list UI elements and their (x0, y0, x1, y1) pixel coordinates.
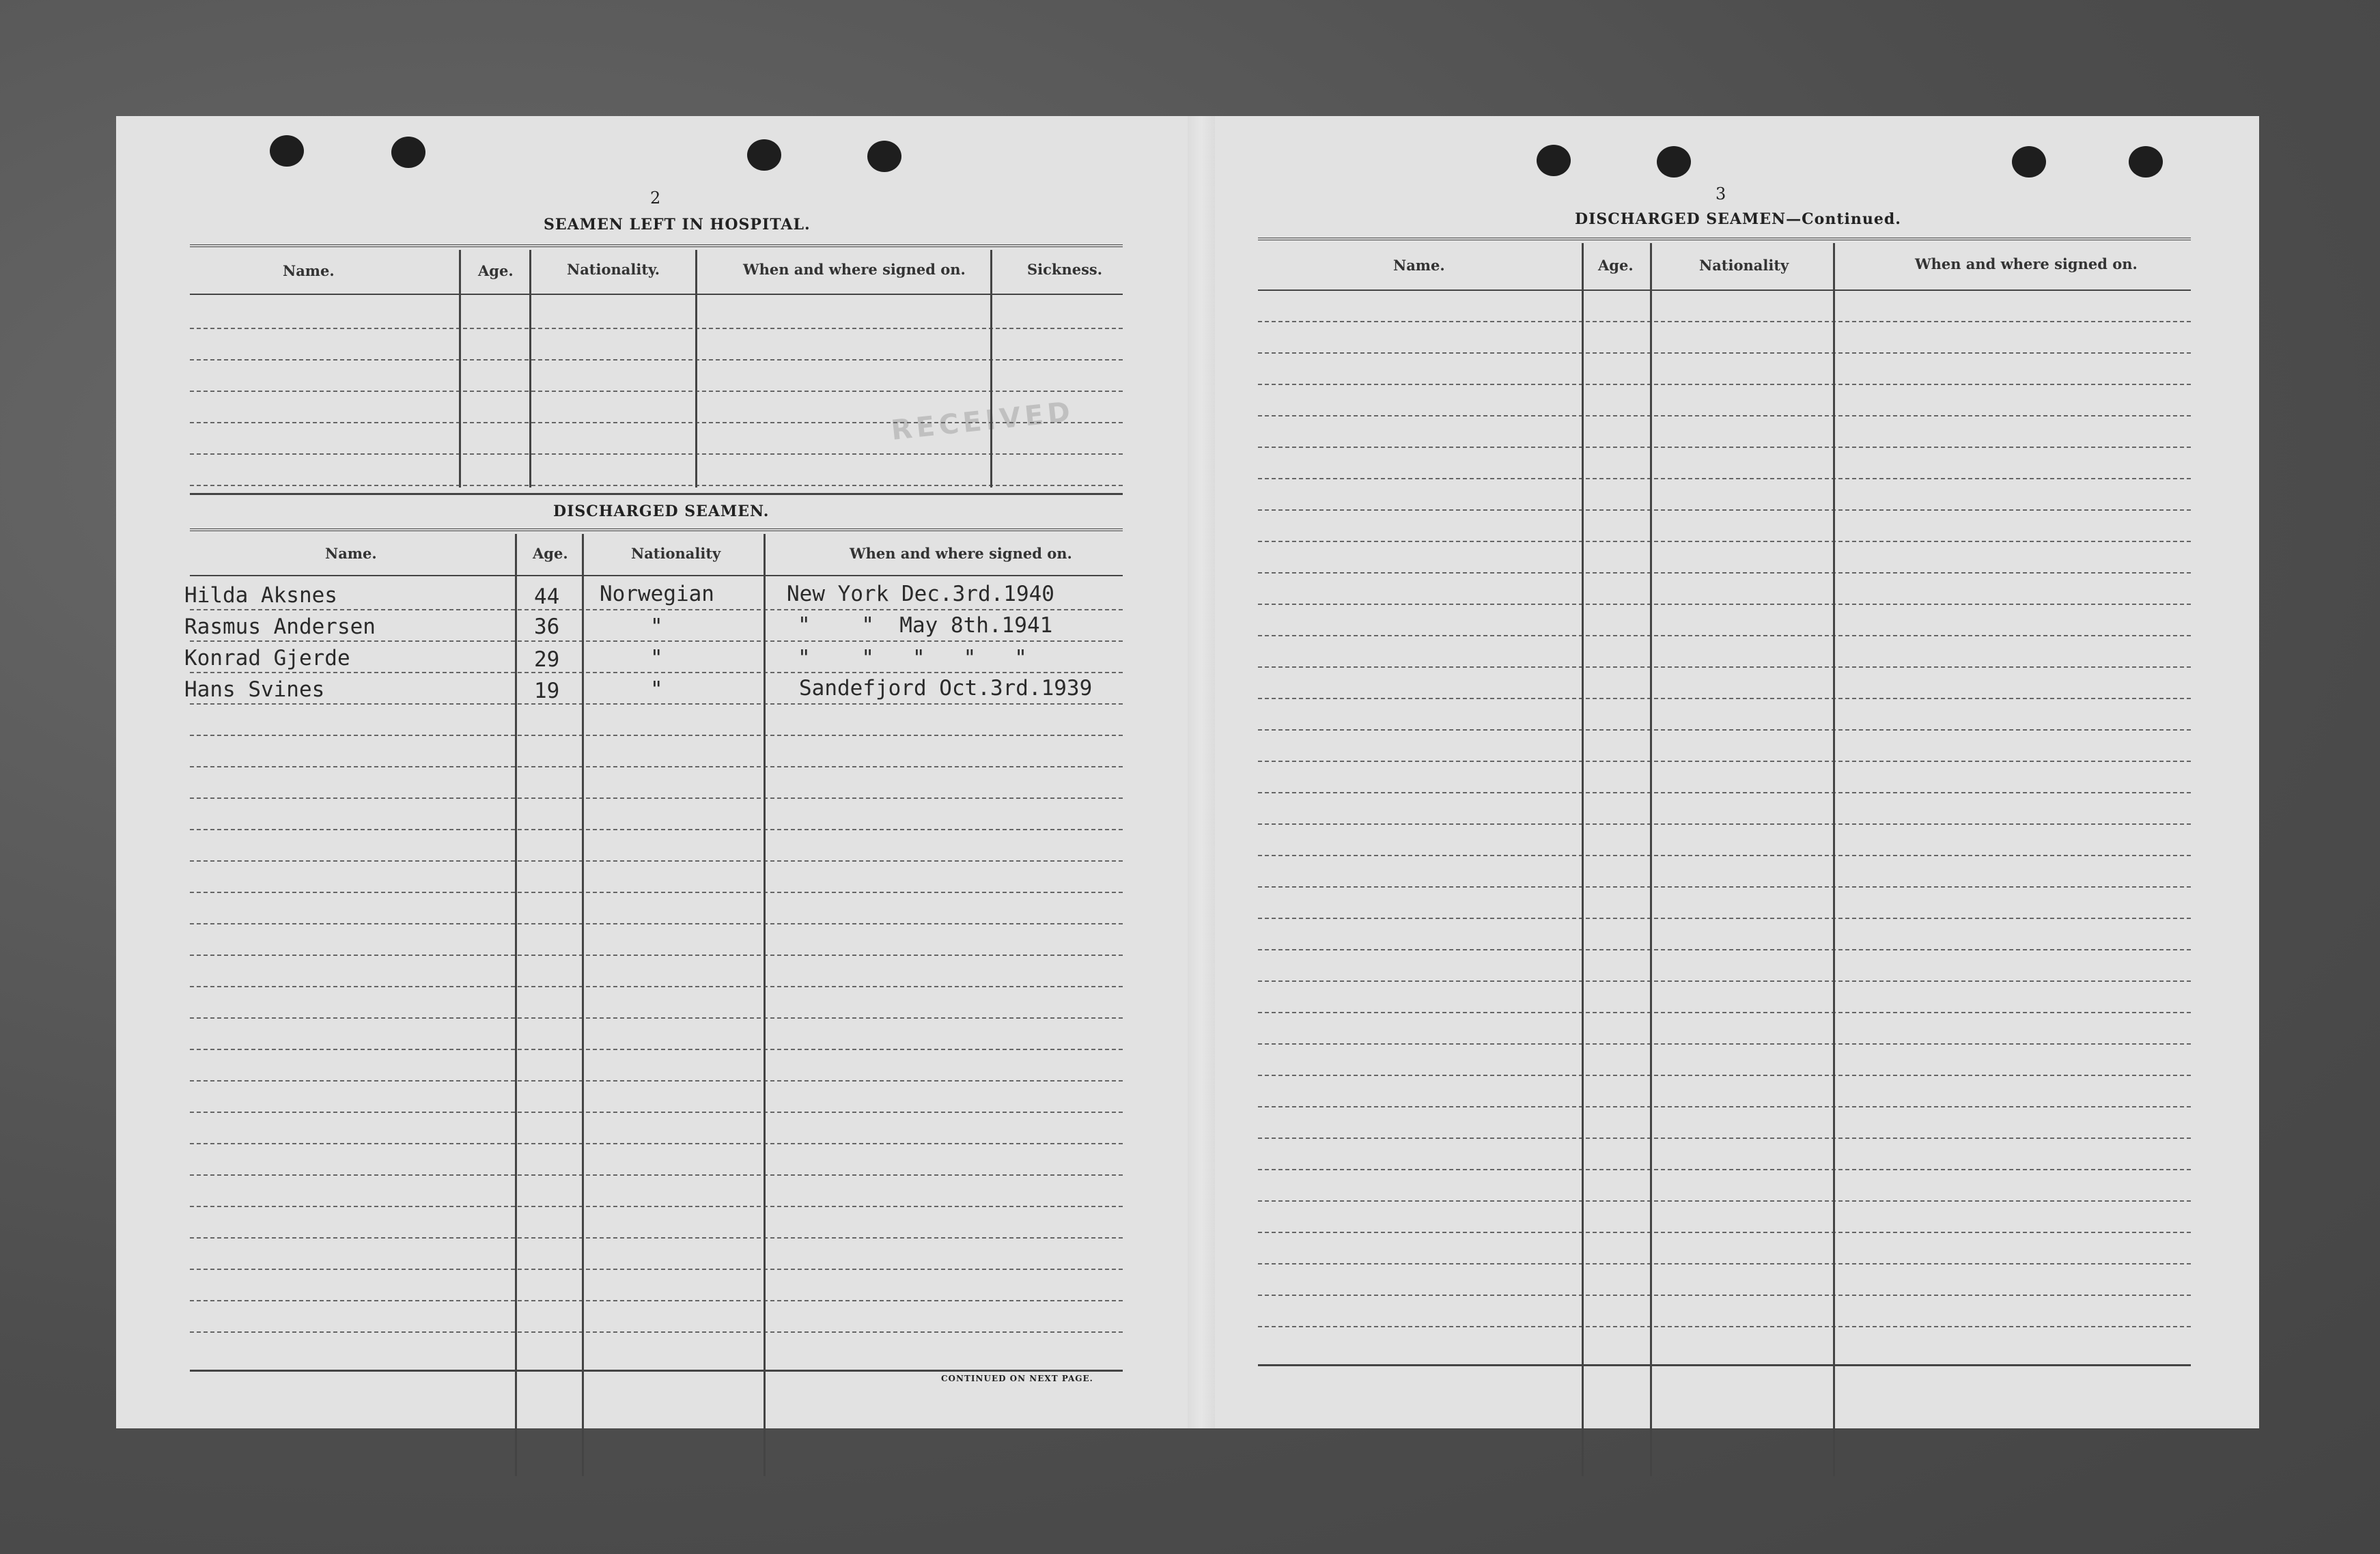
entry-line (1258, 886, 2191, 888)
entry-line (1258, 918, 2191, 919)
entry-line (1258, 949, 2191, 950)
column-divider (1650, 243, 1652, 1476)
entry-line (190, 1080, 1123, 1082)
entry-line (1258, 1012, 2191, 1013)
entry-line (1258, 1075, 2191, 1076)
page-gutter (1188, 116, 1215, 1428)
entry-line (1258, 604, 2191, 605)
entry-line (190, 1143, 1123, 1144)
entry-line (1258, 1106, 2191, 1107)
entry-line (190, 829, 1123, 830)
entry-line (190, 672, 1123, 673)
entry-line (190, 640, 1123, 642)
punch-hole (1537, 145, 1571, 176)
seaman-nationality: Norwegian (600, 582, 714, 606)
entry-line (1258, 509, 2191, 511)
entry-line (1258, 1232, 2191, 1233)
punch-hole (2012, 146, 2046, 178)
punch-hole (391, 137, 425, 168)
entry-line (1258, 1295, 2191, 1296)
entry-line (190, 328, 1123, 329)
rule (190, 493, 1123, 495)
entry-line (190, 1331, 1123, 1333)
col-header-nationality: Nationality (1699, 257, 1789, 274)
col-header-signed-on: When and where signed on. (743, 261, 966, 278)
punch-hole (1657, 146, 1691, 178)
entry-line (190, 735, 1123, 736)
rule (1258, 289, 2191, 291)
col-header-age: Age. (533, 545, 568, 562)
col-header-name: Name. (1393, 257, 1445, 274)
column-divider (582, 534, 584, 1476)
entry-line (1258, 823, 2191, 825)
entry-line (190, 359, 1123, 361)
entry-line (1258, 384, 2191, 385)
rule (190, 575, 1123, 576)
entry-line (1258, 1043, 2191, 1045)
entry-line (1258, 698, 2191, 699)
rule (190, 294, 1123, 295)
column-divider (529, 250, 531, 488)
column-divider (459, 250, 461, 488)
column-divider (515, 534, 517, 1476)
punch-hole (2129, 146, 2163, 178)
seaman-signed-on: New York Dec.3rd.1940 (787, 582, 1054, 606)
seaman-age: 19 (534, 679, 560, 703)
entry-line (190, 391, 1123, 392)
col-header-name: Name. (283, 262, 335, 279)
entry-line (1258, 541, 2191, 542)
entry-line (190, 986, 1123, 987)
seaman-name: Hans Svines (184, 677, 325, 702)
entry-line (1258, 478, 2191, 479)
received-stamp: RECEIVED (889, 396, 1076, 447)
entry-line (190, 1237, 1123, 1239)
entry-line (190, 1206, 1123, 1207)
entry-line (1258, 635, 2191, 636)
entry-line (190, 1300, 1123, 1301)
punch-hole (867, 141, 901, 172)
entry-line (190, 892, 1123, 893)
document-sheet (116, 116, 2259, 1428)
col-header-sickness: Sickness. (1027, 261, 1103, 278)
entry-line (1258, 352, 2191, 354)
entry-line (1258, 1200, 2191, 1202)
page-number: 2 (650, 188, 661, 208)
rule (1258, 1364, 2191, 1366)
entry-line (1258, 855, 2191, 856)
seaman-signed-on: " " May 8th.1941 (798, 613, 1053, 638)
seaman-name: Rasmus Andersen (184, 614, 376, 639)
entry-line (1258, 415, 2191, 416)
entry-line (190, 1017, 1123, 1019)
entry-line (1258, 321, 2191, 322)
entry-line (1258, 1169, 2191, 1170)
entry-line (190, 860, 1123, 862)
column-divider (764, 534, 766, 1476)
seaman-nationality: " (650, 646, 663, 670)
seaman-name: Hilda Aksnes (184, 583, 337, 608)
col-header-nationality: Nationality. (567, 261, 660, 278)
rule (190, 1370, 1123, 1372)
entry-line (190, 766, 1123, 767)
seaman-age: 44 (534, 584, 560, 609)
entry-line (190, 485, 1123, 486)
entry-line (190, 703, 1123, 705)
entry-line (190, 609, 1123, 610)
entry-line (1258, 980, 2191, 982)
column-divider (990, 250, 992, 488)
col-header-signed-on: When and where signed on. (850, 545, 1072, 562)
hospital-section-title: SEAMEN LEFT IN HOSPITAL. (544, 216, 811, 234)
entry-line (1258, 447, 2191, 448)
column-divider (695, 250, 697, 488)
page-number: 3 (1716, 184, 1726, 203)
seaman-name: Konrad Gjerde (184, 646, 350, 670)
entry-line (1258, 761, 2191, 762)
entry-line (1258, 1326, 2191, 1327)
entry-line (190, 1269, 1123, 1270)
entry-line (190, 1049, 1123, 1050)
col-header-age: Age. (478, 262, 514, 279)
entry-line (1258, 1263, 2191, 1265)
entry-line (190, 1112, 1123, 1113)
seaman-age: 36 (534, 614, 560, 639)
entry-line (190, 422, 1123, 423)
col-header-name: Name. (325, 545, 377, 562)
discharged-section-title: DISCHARGED SEAMEN. (553, 503, 770, 520)
column-divider (1833, 243, 1835, 1476)
col-header-nationality: Nationality (631, 545, 721, 562)
entry-line (190, 1174, 1123, 1176)
entry-line (1258, 666, 2191, 668)
rule (1258, 238, 2191, 240)
column-divider (1582, 243, 1584, 1476)
seaman-nationality: " (650, 614, 663, 639)
entry-line (1258, 572, 2191, 574)
entry-line (190, 955, 1123, 956)
entry-line (1258, 792, 2191, 793)
rule (190, 528, 1123, 531)
col-header-signed-on: When and where signed on. (1915, 255, 2138, 272)
seaman-nationality: " (650, 677, 663, 702)
seaman-signed-on: " " " " " (798, 646, 1027, 670)
punch-hole (270, 135, 304, 167)
rule (190, 244, 1123, 247)
entry-line (190, 923, 1123, 924)
entry-line (190, 797, 1123, 799)
entry-line (1258, 729, 2191, 731)
col-header-age: Age. (1598, 257, 1634, 274)
entry-line (1258, 1138, 2191, 1139)
continued-note: CONTINUED ON NEXT PAGE. (941, 1374, 1093, 1383)
seaman-age: 29 (534, 647, 560, 672)
seaman-signed-on: Sandefjord Oct.3rd.1939 (799, 676, 1093, 701)
right-section-title: DISCHARGED SEAMEN—Continued. (1575, 210, 1901, 228)
punch-hole (747, 139, 781, 171)
entry-line (190, 453, 1123, 455)
